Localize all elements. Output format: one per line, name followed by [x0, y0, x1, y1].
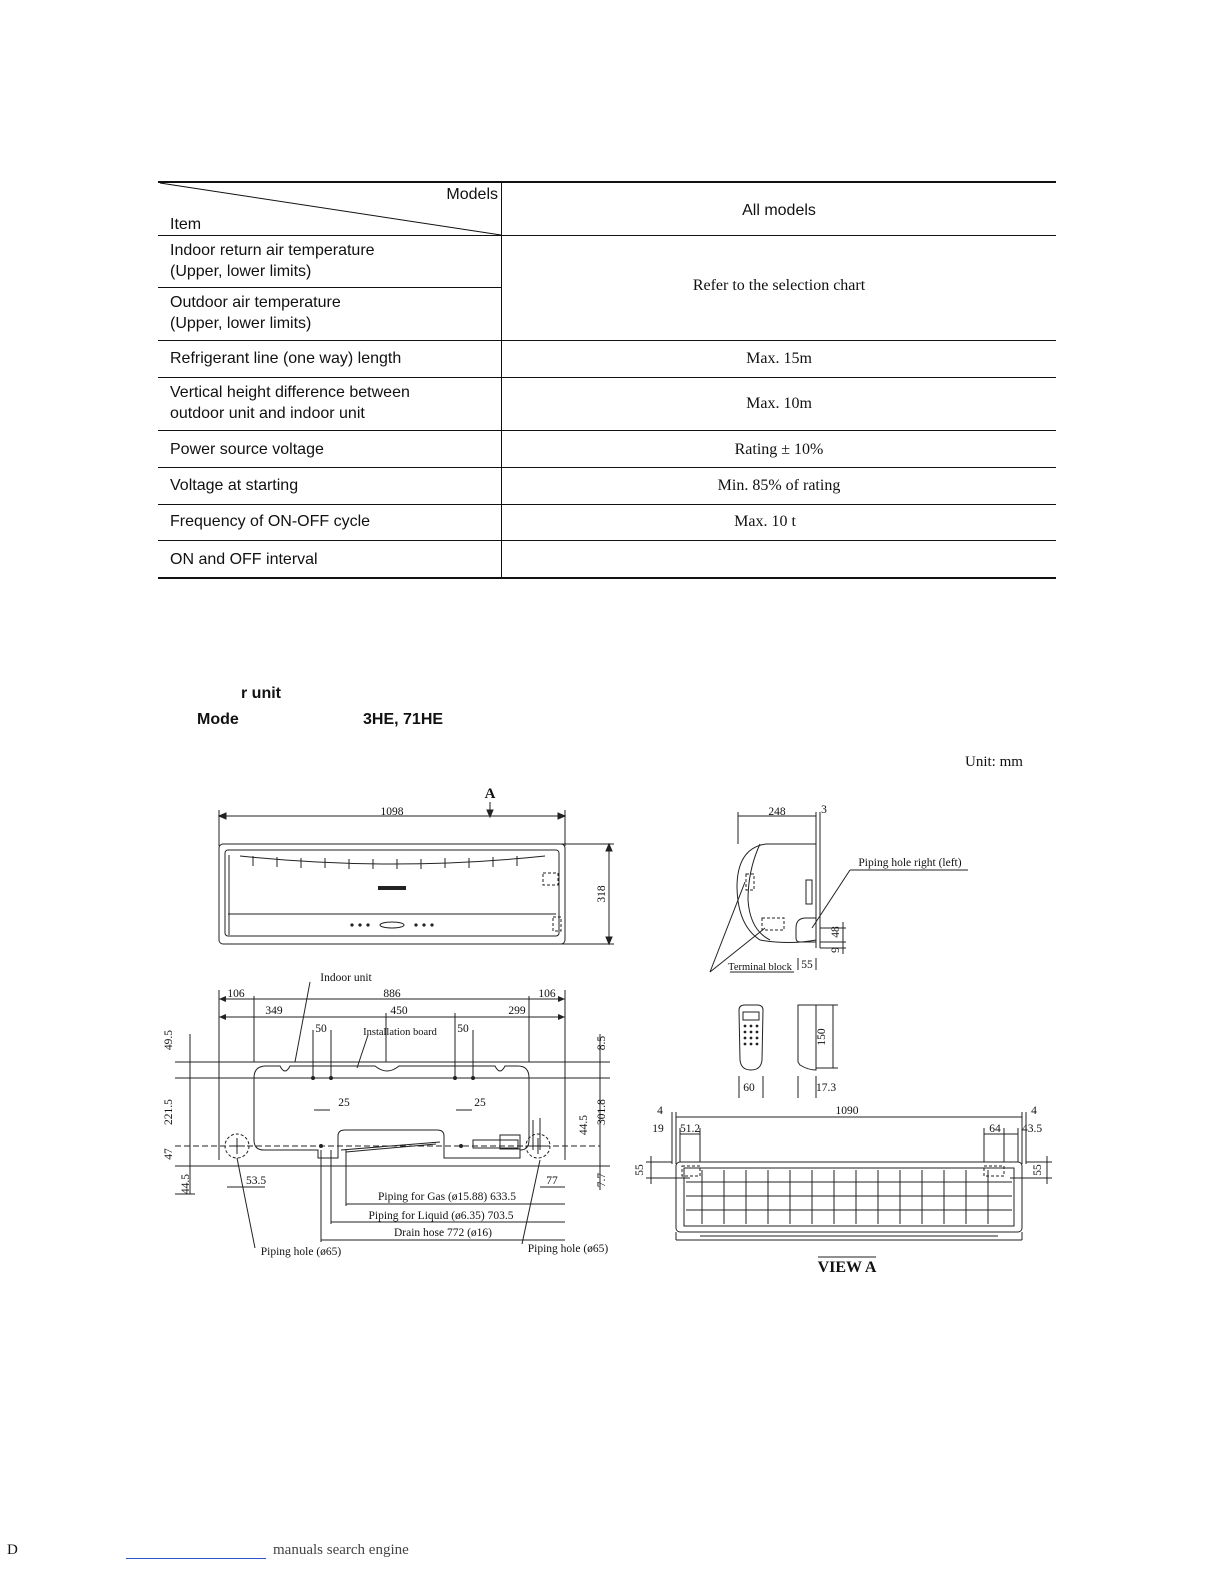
- plan-markers: [219, 996, 565, 1148]
- item-line: Indoor return air temperature: [170, 242, 375, 259]
- unit-label: Unit: mm: [965, 754, 1023, 770]
- table-row-value: Max. 10m: [746, 395, 812, 412]
- dim-remote-60: 60: [743, 1082, 755, 1094]
- dim-25-left: 25: [338, 1097, 350, 1109]
- dim-47: 47: [163, 1148, 175, 1160]
- dim-55-view-a-left: 55: [634, 1164, 646, 1176]
- dim-77: 77: [546, 1175, 558, 1187]
- dim-front-width: 1098: [380, 806, 404, 818]
- dim-106-right: 106: [538, 988, 556, 1000]
- footer-text: manuals search engine: [273, 1542, 409, 1558]
- dim-301-8: 301.8: [596, 1099, 608, 1125]
- dim-349: 349: [265, 1005, 283, 1017]
- merged-value: Refer to the selection chart: [692, 277, 866, 294]
- dim-8-5: 8.5: [596, 1035, 608, 1051]
- front-view-dots: [350, 886, 433, 927]
- label-piping-hole-side: Piping hole right (left): [858, 857, 962, 869]
- header-item: Item: [170, 216, 202, 233]
- label-piping-hole-right: Piping hole (ø65): [527, 1243, 609, 1255]
- model-value: 3HE, 71HE: [363, 711, 444, 728]
- view-marker-a: A: [484, 786, 496, 802]
- label-view-a: VIEW A: [817, 1259, 877, 1276]
- label-terminal-block: Terminal block: [728, 962, 792, 973]
- table-row-item: Refrigerant line (one way) length: [170, 350, 402, 367]
- item-line: Vertical height difference between: [170, 384, 410, 401]
- dim-50-right: 50: [457, 1023, 469, 1035]
- dim-remote-17-3: 17.3: [815, 1082, 837, 1094]
- dim-53-5: 53.5: [245, 1175, 267, 1187]
- table-row-item: Power source voltage: [170, 441, 324, 458]
- label-drain-hose: Drain hose 772 (ø16): [393, 1227, 493, 1239]
- dim-106-left: 106: [227, 988, 245, 1000]
- dim-64: 64: [989, 1123, 1001, 1135]
- dim-43-5: 43.5: [1021, 1123, 1043, 1135]
- dim-44-5-left: 44.5: [180, 1173, 192, 1195]
- footer-link-underline[interactable]: [126, 1558, 266, 1559]
- dim-55-view-a-right: 55: [1032, 1164, 1044, 1176]
- dim-7-7: 7.7: [596, 1172, 608, 1188]
- dim-450: 450: [390, 1005, 408, 1017]
- dim-886: 886: [383, 988, 401, 1000]
- dim-front-height: 318: [596, 885, 608, 903]
- dim-248: 248: [768, 806, 786, 818]
- dim-49-5: 49.5: [163, 1029, 175, 1051]
- dim-48: 48: [830, 926, 842, 938]
- dim-51-2: 51.2: [679, 1123, 701, 1135]
- label-installation-board: Installation board: [363, 1027, 437, 1038]
- item-line: (Upper, lower limits): [170, 315, 312, 332]
- model-label: Mode: [197, 711, 239, 728]
- footer-letter: D: [7, 1542, 18, 1558]
- remote-buttons: [744, 1025, 759, 1046]
- dim-221-5: 221.5: [163, 1099, 175, 1125]
- header-all-models: All models: [742, 202, 816, 219]
- table-row-value: Min. 85% of rating: [717, 477, 841, 494]
- dim-19: 19: [652, 1123, 664, 1135]
- dim-44-5-right: 44.5: [578, 1114, 590, 1136]
- dim-55-side: 55: [801, 959, 813, 971]
- item-line: Outdoor air temperature: [170, 294, 341, 311]
- dim-3: 3: [821, 804, 827, 816]
- dim-299: 299: [508, 1005, 526, 1017]
- table-row-item: Frequency of ON-OFF cycle: [170, 513, 371, 530]
- table-row-item: ON and OFF interval: [170, 551, 318, 568]
- item-line: (Upper, lower limits): [170, 263, 312, 280]
- label-piping-hole-left: Piping hole (ø65): [260, 1246, 342, 1258]
- dim-25-right: 25: [474, 1097, 486, 1109]
- dim-9: 9: [830, 947, 842, 953]
- dim-remote-150: 150: [816, 1028, 828, 1046]
- table-row-value: Max. 15m: [746, 350, 812, 367]
- item-line: outdoor unit and indoor unit: [170, 405, 365, 422]
- dim-50-left: 50: [315, 1023, 327, 1035]
- header-models: Models: [446, 186, 498, 203]
- label-piping-gas: Piping for Gas (ø15.88) 633.5: [378, 1191, 516, 1203]
- plan-view: [175, 982, 610, 1248]
- section-subtitle: r unit: [241, 685, 281, 702]
- label-piping-liquid: Piping for Liquid (ø6.35) 703.5: [368, 1210, 514, 1222]
- dim-1090: 1090: [835, 1105, 859, 1117]
- table-row-value: Max. 10 t: [734, 513, 796, 530]
- table-row-value: Rating ± 10%: [734, 441, 824, 458]
- dim-4-right: 4: [1031, 1105, 1037, 1117]
- dim-4-left: 4: [657, 1105, 663, 1117]
- table-row-item: Voltage at starting: [170, 477, 299, 494]
- front-view: [219, 802, 614, 944]
- label-indoor-unit: Indoor unit: [320, 972, 372, 984]
